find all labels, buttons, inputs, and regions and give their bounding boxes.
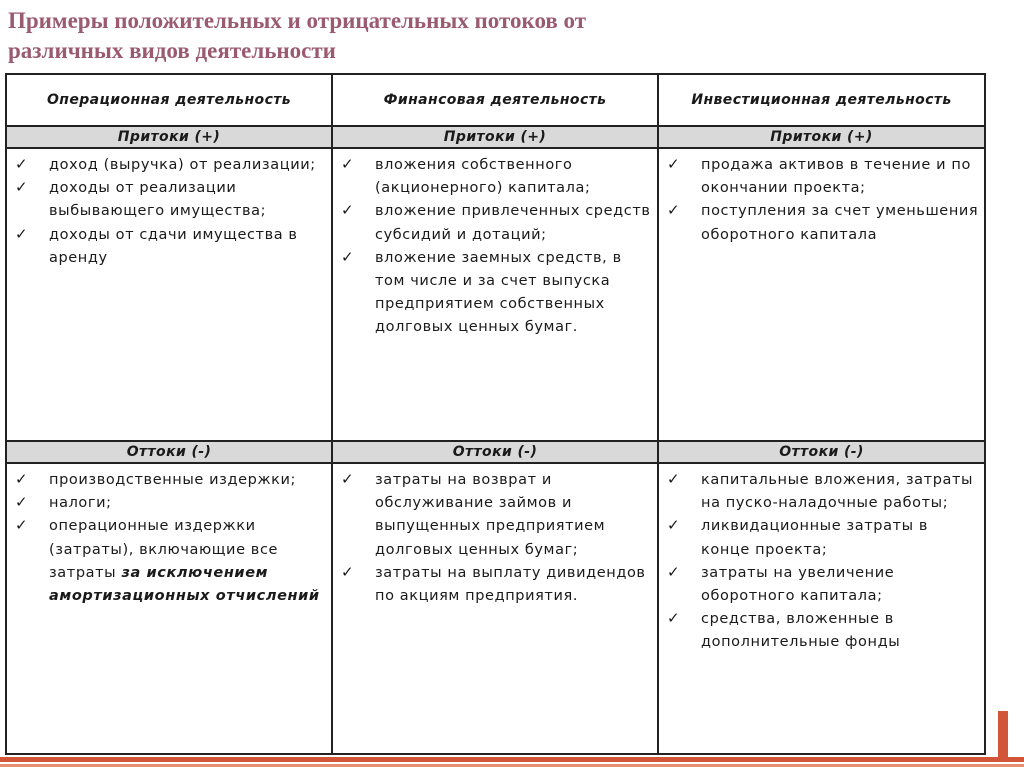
header-row — [6, 74, 985, 126]
checkmark-icon: ✓ — [15, 155, 29, 173]
list-item-text: капитальные вложения, затраты на пуско-наладочные работы; — [701, 472, 974, 512]
inflows-label-financial: Притоки (+) — [332, 126, 658, 148]
list-item — [663, 154, 980, 200]
checkmark-icon: ✓ — [15, 516, 29, 535]
list-item-emphasis: за исключением амортизационных отчислений — [49, 564, 320, 605]
list-item — [337, 469, 653, 562]
checkmark-icon: ✓ — [667, 562, 681, 581]
outflows-label-investing: Оттоки (-) — [658, 441, 985, 463]
list-item-text: доходы от сдачи имущества в аренду — [49, 226, 298, 266]
inflows-label-row — [6, 126, 985, 148]
inflows-investing-list — [663, 154, 980, 247]
checkmark-icon: ✓ — [15, 493, 29, 512]
checkmark-icon: ✓ — [341, 201, 355, 220]
checkmark-icon: ✓ — [667, 516, 681, 535]
list-item — [11, 154, 327, 177]
outflows-row — [6, 463, 985, 754]
checkmark-icon: ✓ — [341, 470, 355, 488]
list-item-text: ликвидационные затраты в конце проекта; — [701, 518, 929, 558]
list-item — [663, 515, 980, 561]
outflows-operating-list — [11, 469, 327, 608]
inflows-financial-cell — [332, 148, 658, 441]
list-item — [11, 224, 327, 270]
header-investing: Инвестиционная деятельность — [658, 74, 985, 126]
checkmark-icon: ✓ — [667, 609, 681, 628]
inflows-row — [6, 148, 985, 441]
checkmark-icon: ✓ — [667, 201, 681, 220]
checkmark-icon: ✓ — [341, 155, 355, 173]
outflows-investing-list — [663, 469, 980, 655]
list-item — [337, 562, 653, 608]
bottom-accent-line — [0, 757, 1024, 762]
outflows-investing-cell — [658, 463, 985, 754]
list-item-text: поступления за счет уменьшения оборотного капитала — [701, 203, 979, 243]
list-item — [663, 608, 980, 654]
list-item-text: средства, вложенные в дополнительные фонды — [701, 611, 901, 651]
list-item — [337, 247, 653, 340]
checkmark-icon: ✓ — [15, 224, 29, 243]
list-item-text: операционные издержки (затраты), включающие все затраты — [49, 518, 279, 581]
inflows-operating-cell — [6, 148, 332, 441]
list-item-text: вложение заемных средств, в том числе и за счет выпуска предприятием собственных долговых ценных бумаг. — [375, 249, 622, 336]
list-item-text: производственные издержки; — [49, 472, 296, 488]
outflows-label-row — [6, 441, 985, 463]
list-item — [11, 492, 327, 515]
slide-title-line-2: различных видов деятельности — [8, 38, 336, 63]
list-item — [11, 469, 327, 492]
outflows-label-operating: Оттоки (-) — [6, 441, 332, 463]
list-item-text: затраты на выплату дивидендов по акциям предприятия. — [375, 564, 646, 605]
list-item-text: налоги; — [49, 495, 112, 512]
list-item-text: вложение привлеченных средств субсидий и дотаций; — [375, 203, 651, 243]
list-item-text: продажа активов в течение и по окончании проекта; — [701, 157, 971, 197]
checkmark-icon: ✓ — [341, 247, 355, 266]
list-item-text: вложения собственного (акционерного) капитала; — [375, 157, 591, 197]
inflows-label-investing: Притоки (+) — [658, 126, 985, 148]
outflows-financial-list — [337, 469, 653, 608]
list-item-text: затраты на увеличение оборотного капитала; — [701, 564, 895, 605]
list-item — [663, 469, 980, 515]
checkmark-icon: ✓ — [15, 470, 29, 488]
outflows-financial-cell — [332, 463, 658, 754]
list-item — [337, 154, 653, 200]
outflows-operating-cell — [6, 463, 332, 754]
slide-title — [8, 6, 708, 66]
inflows-operating-list — [11, 154, 327, 270]
list-item — [11, 515, 327, 608]
checkmark-icon: ✓ — [667, 470, 681, 488]
outflows-label-financial: Оттоки (-) — [332, 441, 658, 463]
slide-title-line-1: Примеры положительных и отрицательных потоков от — [8, 8, 587, 33]
checkmark-icon: ✓ — [15, 178, 29, 197]
checkmark-icon: ✓ — [341, 562, 355, 581]
header-financial: Финансовая деятельность — [332, 74, 658, 126]
cashflow-table — [5, 73, 986, 755]
inflows-label-operating: Притоки (+) — [6, 126, 332, 148]
corner-accent-bar — [998, 711, 1008, 759]
header-operating: Операционная деятельность — [6, 74, 332, 126]
list-item — [663, 562, 980, 608]
list-item — [11, 177, 327, 223]
checkmark-icon: ✓ — [667, 155, 681, 173]
inflows-financial-list — [337, 154, 653, 340]
list-item-text: доходы от реализации выбывающего имущества; — [49, 180, 267, 220]
list-item-text: доход (выручка) от реализации; — [49, 157, 316, 173]
list-item-text: затраты на возврат и обслуживание займов и выпущенных предприятием долговых ценных бумаг; — [375, 472, 606, 558]
inflows-investing-cell — [658, 148, 985, 441]
list-item — [337, 200, 653, 246]
list-item — [663, 200, 980, 246]
